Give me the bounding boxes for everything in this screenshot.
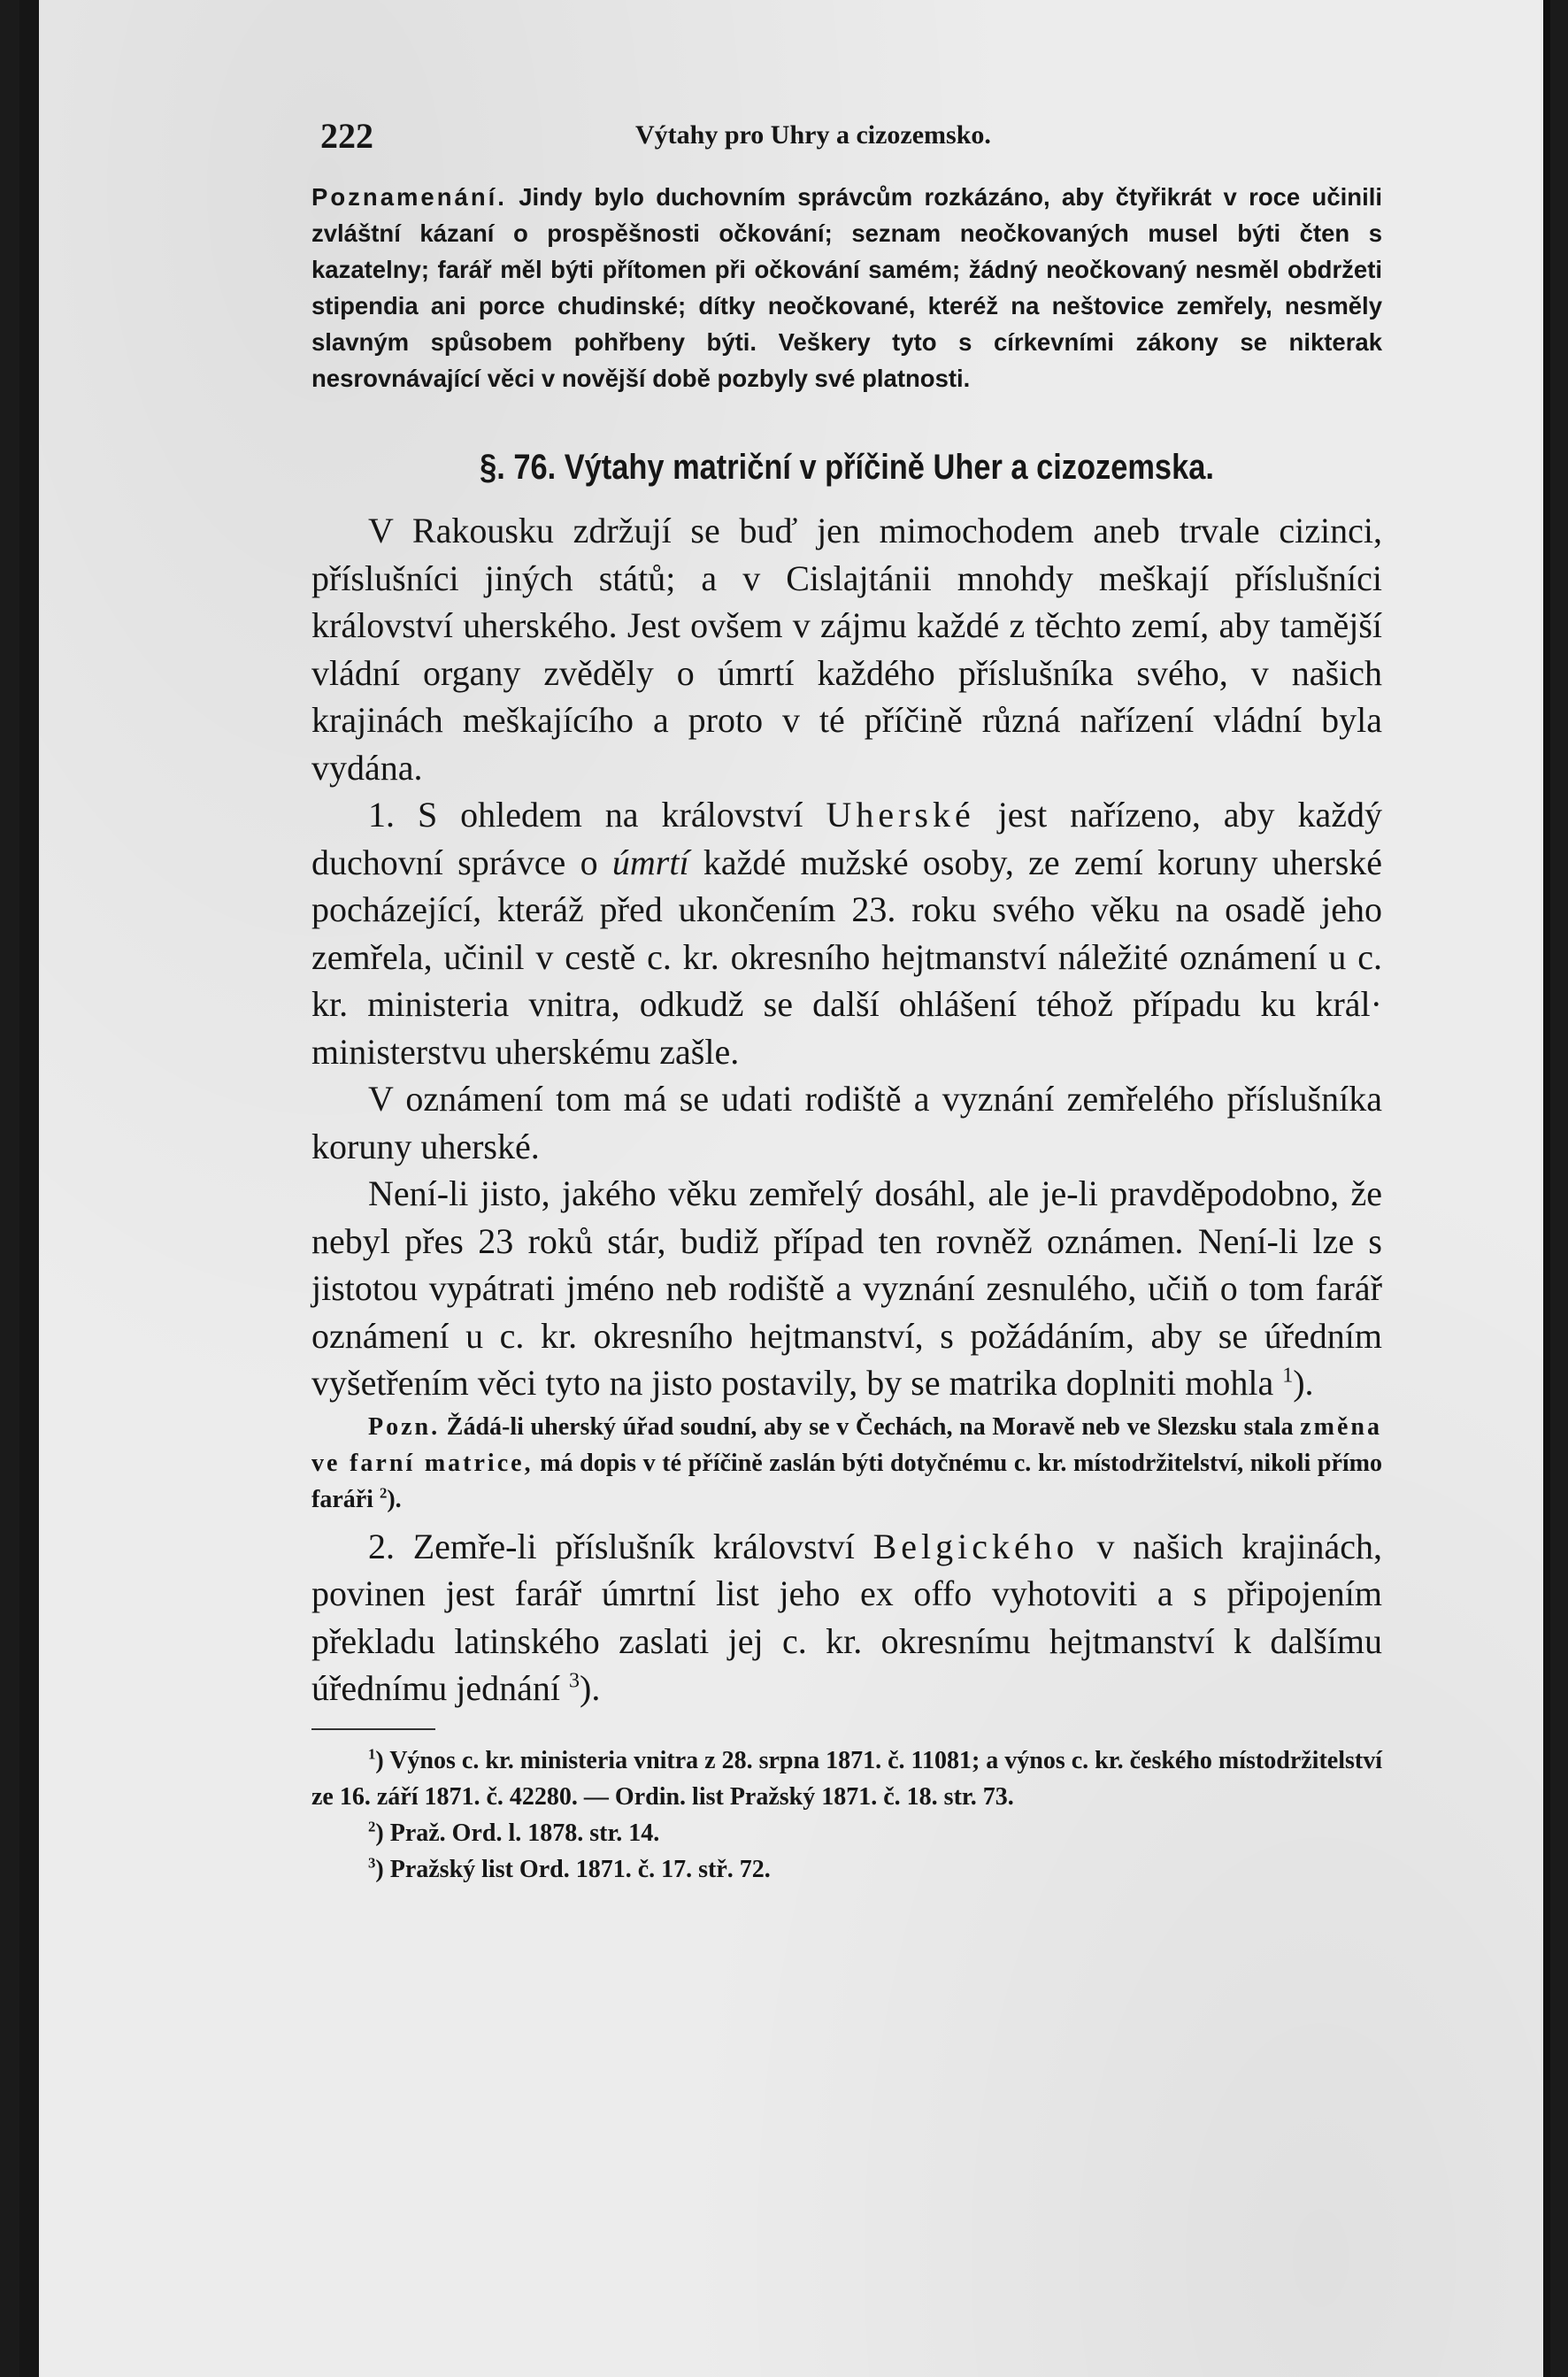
footnote-3 [311, 1851, 1382, 1888]
footnote-ref-1: 1 [1282, 1364, 1294, 1388]
footnote-divider [311, 1728, 435, 1730]
paragraph-5-text-b: v našich krajinách, povinen jest farář úmrtní list jeho ex offo vyhotoviti a s připojením překladu latinského zaslati jej c. kr. okresnímu hejtmanství k dalšímu úřednímu jednání [311, 1526, 1382, 1708]
footnote-text: ) Praž. Ord. l. 1878. str. 14. [375, 1819, 660, 1847]
paragraph-2-text-a: 1. S ohledem na království [368, 795, 826, 835]
paragraph-4 [311, 1170, 1382, 1407]
paragraph-1: V Rakousku zdržují se buď jen mimochodem aneb trvale cizinci, příslušníci jiných států; a v Cislajtánii mnohdy meškají příslušníci království uherského. Jest ovšem v zájmu každé z těchto zemí, aby tamější vládní organy zvěděly o úmrtí každého příslušníka svého, v našich krajinách meškajícího a proto v té příčině různá nařízení vládní byla vydána. [311, 511, 1382, 788]
footnote-text: ) Pražský list Ord. 1871. č. 17. stř. 72. [375, 1855, 771, 1883]
running-title: Výtahy pro Uhry a cizozemsko. [635, 120, 991, 150]
paragraph-2-text-c: každé mužské osoby, ze zemí koruny uherské pocházející, kteráž před ukončením 23. roku svého věku na osadě jeho zemřela, učinil v cestě c. kr. okresního hejtmanství náležité oznámení u c. kr. ministeria vnitra, odkudž se další ohlášení téhož případu ku král· ministerstvu uherskému zašle. [311, 842, 1383, 1072]
paragraph-5-spaced: Belgického [872, 1526, 1079, 1566]
pozn-paragraph [311, 1409, 1382, 1518]
paragraph-2-text-b: jest nařízeno, aby každý duchovní správce o [311, 795, 1382, 882]
scanned-page [19, 0, 1550, 2377]
paragraph-4-end: ). [1293, 1363, 1314, 1403]
paragraph-5 [311, 1523, 1382, 1712]
paragraph-3: V oznámení tom má se udati rodiště a vyznání zemřelého příslušníka koruny uherské. [311, 1079, 1382, 1166]
footnote-mark: 1 [368, 1745, 376, 1763]
footnote-2 [311, 1815, 1382, 1851]
paragraph-4-text: Není-li jisto, jakého věku zemřelý dosáhl, ale je-li pravděpodobno, že nebyl přes 23 roků stár, budiž případ ten rovněž oznámen. Není-li lze s jistotou vypátrati jméno neb rodiště a vyznání zesnulého, učiň o tom farář oznámení u c. kr. okresního hejtmanství, s požádáním, aby se úředním vyšetřením věci tyto na jisto postavily, by se matrika doplniti mohla [311, 1173, 1382, 1403]
footnote-mark: 3 [368, 1854, 376, 1872]
pozn-text-b: má dopis v té příčině zaslán býti dotyčnému c. kr. místodržitelství, nikoli přímo faráři [311, 1449, 1382, 1513]
pozn-text-a: Žádá-li uherský úřad soudní, aby se v Čechách, na Moravě neb ve Slezsku stala [440, 1412, 1301, 1441]
paragraph-5-end: ). [580, 1668, 601, 1708]
paragraph-2-emphasis: úmrtí [611, 842, 689, 882]
page-number: 222 [320, 116, 373, 156]
note-text: Jindy bylo duchovním správcům rozkázáno, aby čtyřikrát v roce učinili zvláštní kázaní o prospěšnosti očkování; seznam neočkovaných musel býti čten s kazatelny; farář měl býti přítomen při očkování samém; žádný neočkovaný nesměl obdržeti stipendia ani porce chudinské; dítky neočkované, kteréž na neštovice zemřely, nesměly slavným spůsobem pohřbeny býti. Veškery tyto s církevními zákony se nikterak nesrovnávající věci v novější době pozbyly své platnosti. [311, 183, 1382, 392]
note-paragraph [311, 179, 1382, 396]
pozn-spaced: změna ve farní matrice, [311, 1412, 1382, 1477]
footnote-text: ) Výnos c. kr. ministeria vnitra z 28. srpna 1871. č. 11081; a výnos c. kr. českého místodržitelství ze 16. září 1871. č. 42280. — Ordin. list Pražský 1871. č. 18. str. 73. [311, 1746, 1382, 1811]
body-text-2 [311, 1523, 1382, 1712]
footnote-mark: 2 [368, 1818, 376, 1835]
pozn-end: ). [387, 1485, 402, 1513]
scan-border-left [19, 0, 39, 2377]
footnote-ref-3: 3 [569, 1669, 580, 1693]
footnote-1 [311, 1742, 1382, 1815]
pozn-label: Pozn. [368, 1412, 441, 1441]
paragraph-2 [311, 791, 1382, 1075]
paragraph-2-spaced: Uherské [826, 795, 975, 835]
footnote-ref-2: 2 [379, 1484, 388, 1502]
section-heading: §. 76. Výtahy matriční v příčině Uher a cizozemska. [480, 448, 1214, 487]
footnotes [311, 1742, 1382, 1888]
paragraph-5-text-a: 2. Zemře-li příslušník království [368, 1526, 873, 1566]
running-head [311, 115, 1382, 168]
page-content [311, 115, 1382, 1888]
note-label: Poznamenání. [311, 183, 507, 211]
scan-border-right [1543, 0, 1550, 2377]
body-text [311, 507, 1382, 1407]
